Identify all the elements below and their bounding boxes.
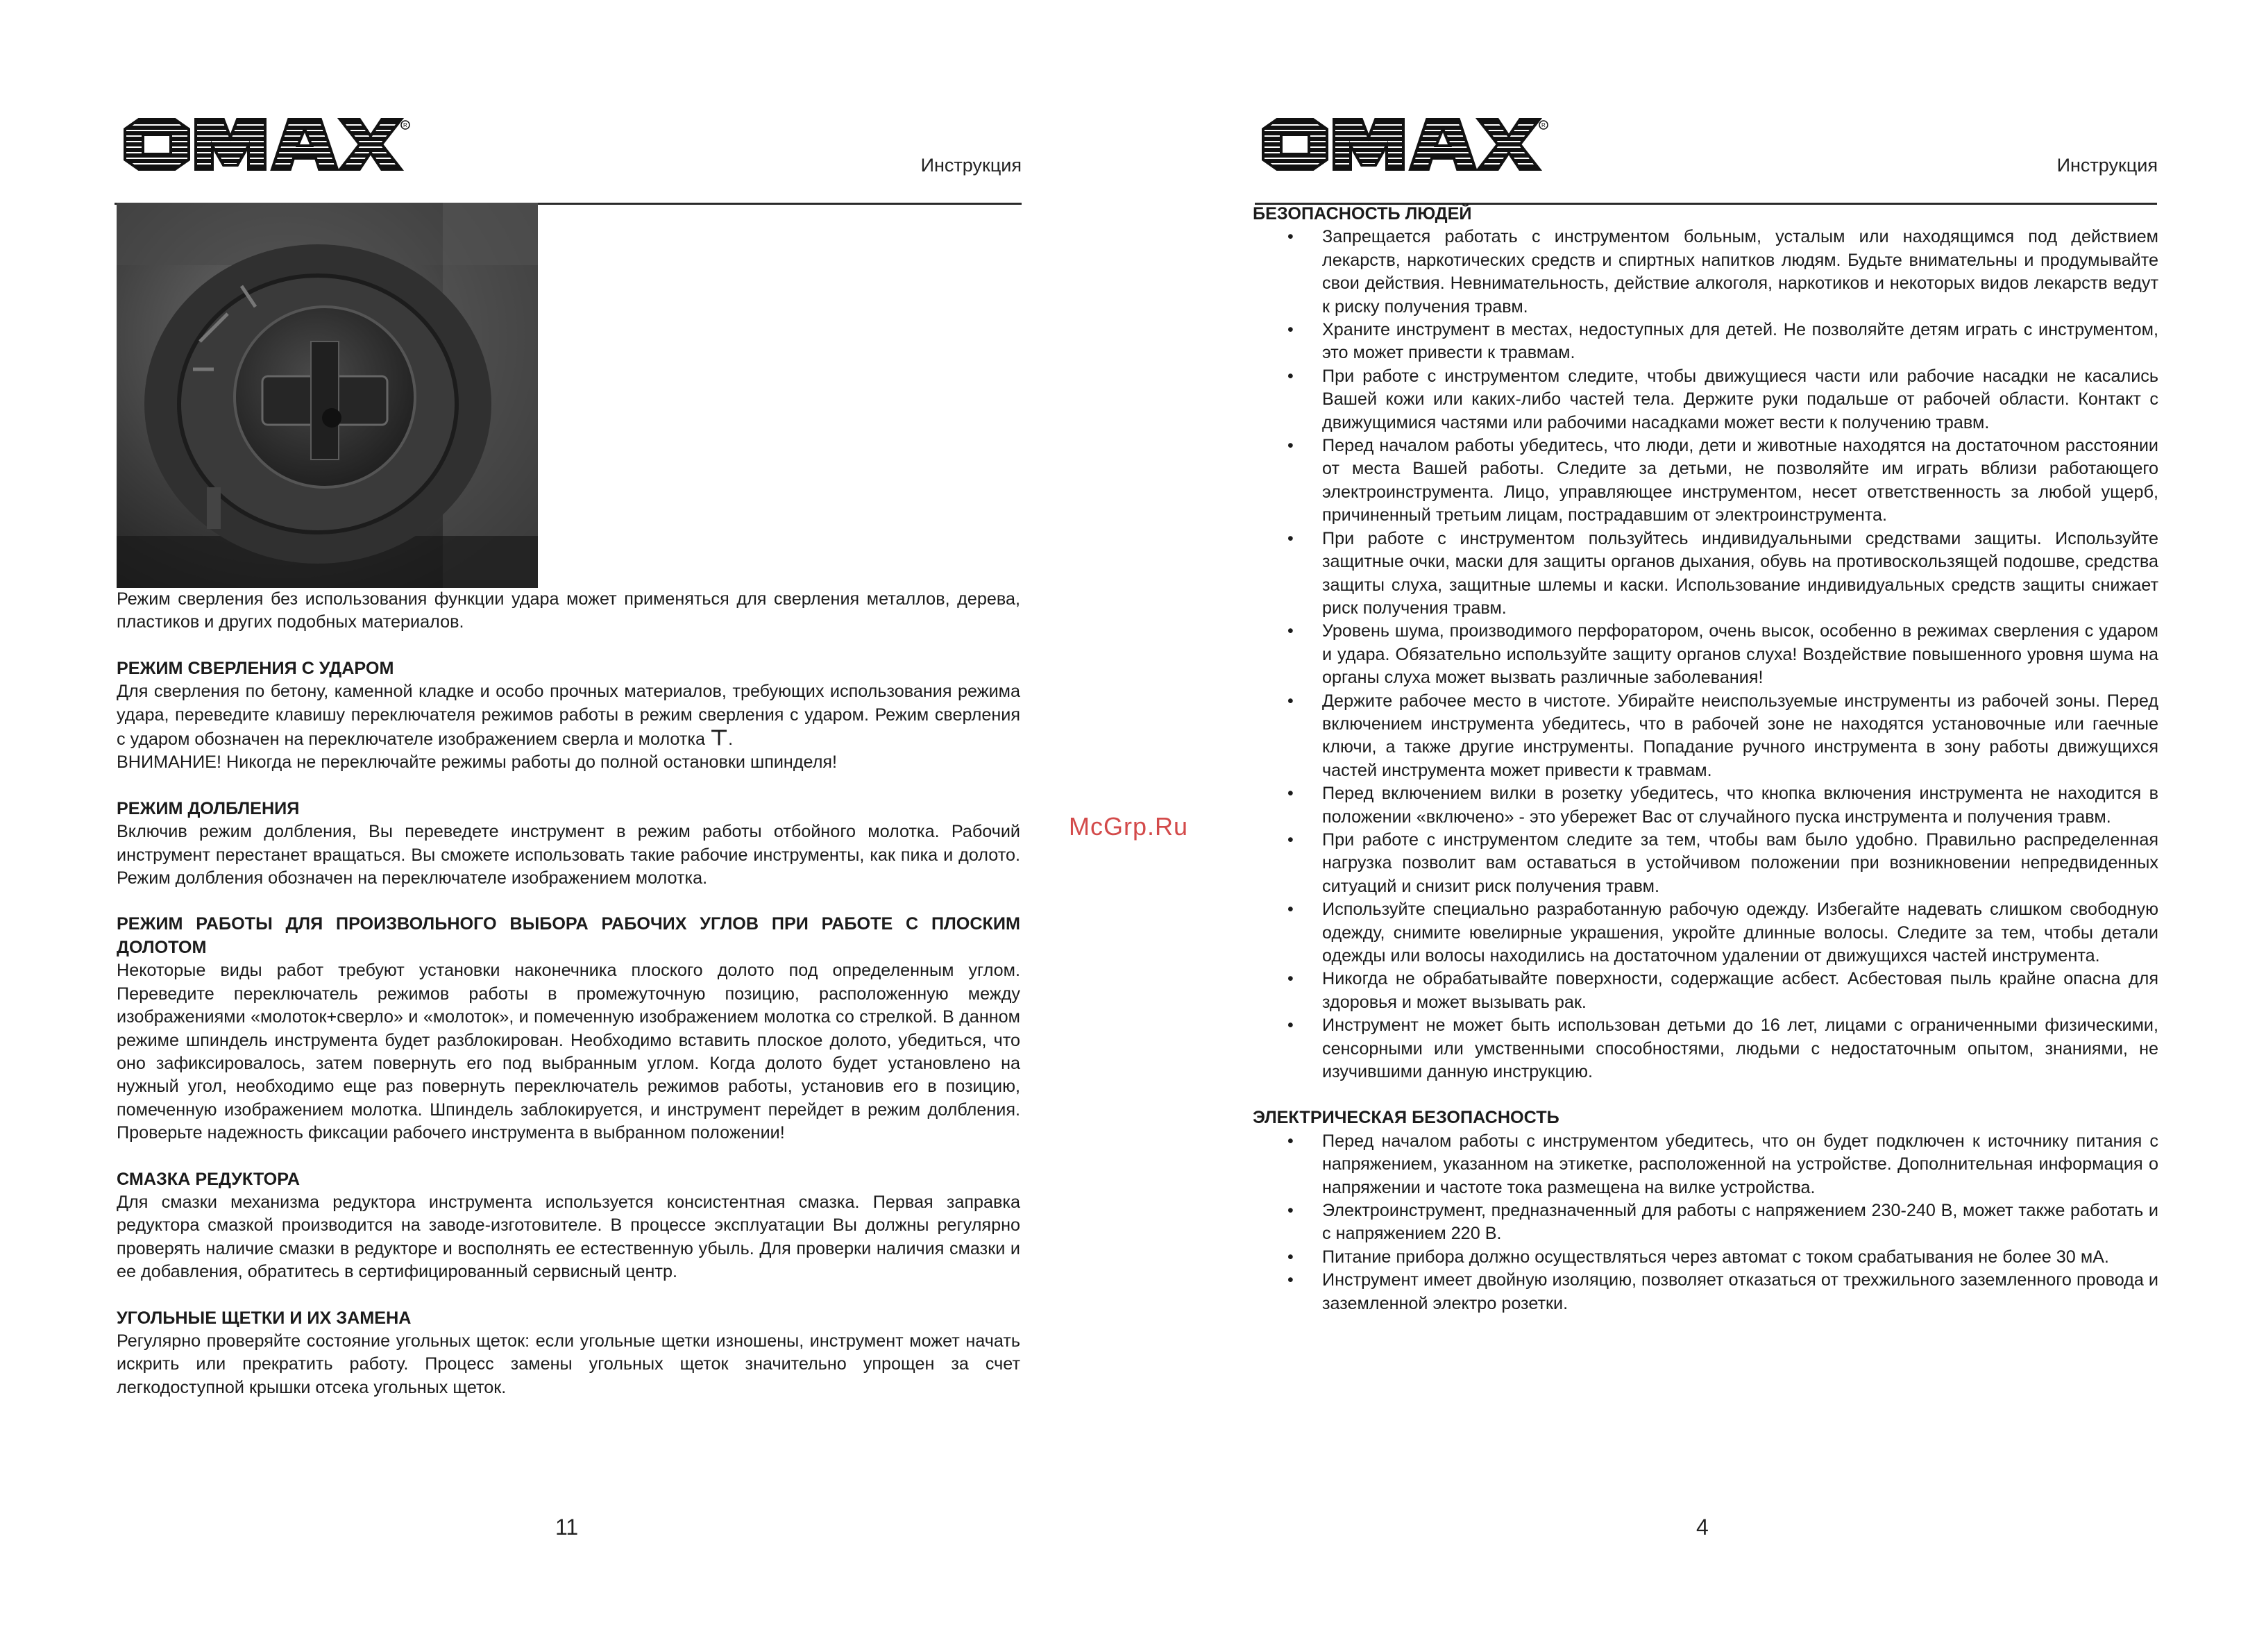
omax-logo xyxy=(1258,117,1549,172)
right-page xyxy=(1133,0,2266,1652)
list-item: • Перед началом работы убедитесь, что люди, дети и животные находятся на достаточном расстоянии от места Вашей работы. Следите за детьми, не позволяйте им играть вблизи работающего электроинструмента. Лицо, управляющее инструментом, несет ответственность за любой ущерб, причиненный третьим лицам, пострадавшим от электроинструмента. xyxy=(1253,435,2158,528)
section-title-carbon-brushes: УГОЛЬНЫЕ ЩЕТКИ И ИХ ЗАМЕНА xyxy=(117,1308,412,1328)
list-item: • Храните инструмент в местах, недоступных для детей. Не позволяйте детям играть с инструментом, это может привести к травмам. xyxy=(1253,319,2158,365)
right-content xyxy=(1253,203,2158,1315)
watermark: McGrp.Ru xyxy=(1069,812,1189,841)
svg-text:R: R xyxy=(403,122,407,128)
page-number: 11 xyxy=(555,1515,579,1540)
list-item: • Питание прибора должно осуществляться через автомат с током срабатывания не более 30 мА. xyxy=(1253,1246,2158,1269)
section-text-angle-mode: Некоторые виды работ требуют установки наконечника плоского долото под определенным углом. Переведите переключатель режимов работы в промежуточную позицию, расположенную между изображениями «молоток+сверло» и «молоток», и помеченную изображением молотка со стрелкой. В данном режиме шпиндель инструмента будет разблокирован. Необходимо вставить плоское долото, убедиться, что оно зафиксировалось, затем повернуть его под выбранным углом. Когда долото будет установлено на нужный угол, необходимо еще раз повернуть переключатель режимов работы, установив его в позицию, помеченную изображением молотка. Шпиндель заблокируется, и инструмент перейдет в режим долбления. Проверьте надежность фиксации рабочего инструмента в выбранном положении! xyxy=(117,961,1020,1143)
header-label: Инструкция xyxy=(2056,155,2158,176)
drilling-intro: Режим сверления без использования функции удара может применяться для сверления металлов, дерева, пластиков и других подобных материалов. xyxy=(117,589,1020,632)
people-safety-list xyxy=(1253,226,2158,1084)
section-text-gear-lubrication: Для смазки механизма редуктора инструмента используется консистентная смазка. Первая заправка редуктора смазкой производится на заводе-изготовителе. В процессе эксплуатации Вы должны регулярно проверять наличие смазки в редукторе и восполнять ее естественную убыль. Для проверки наличия смазки и ее добавления, обратитесь в сертифицированный сервисный центр. xyxy=(117,1192,1020,1282)
section-text-impact-drilling: Для сверления по бетону, каменной кладке и особо прочных материалов, требующих использования режима удара, переведите клавишу переключателя режимов работы в режим сверления с ударом. Режим сверления с ударом обозначен на переключателе изображением сверла и молотка ⊤. xyxy=(117,682,1020,750)
electrical-safety-list xyxy=(1253,1130,2158,1315)
impact-drilling-text: Для сверления по бетону, каменной кладке и особо прочных материалов, требующих использования режима удара, переведите клавишу переключателя режимов работы в режим сверления с ударом. Режим сверления с ударом обозначен на переключателе изображением сверла и молотка xyxy=(117,682,1020,750)
list-item: • Держите рабочее место в чистоте. Убирайте неиспользуемые инструменты из рабочей зоны. Перед включением инструмента убедитесь, что в рабочей зоне не находятся установочные или гаечные ключи, а также другие инструменты. Попадание ручного инструмента в зону работы движущихся частей инструмента может привести к травмам. xyxy=(1253,690,2158,783)
list-item: • При работе с инструментом пользуйтесь индивидуальными средствами защиты. Используйте защитные очки, маски для защиты органов дыхания, обувь на противоскользящей подошве, средства защиты слуха, защитные шлемы и каски. Использование индивидуальных средств защиты снижает риск получения травм. xyxy=(1253,528,2158,621)
list-item: • При работе с инструментом следите за тем, чтобы вам было удобно. Правильно распределенная нагрузка позволит вам оставаться в устойчивом положении при возникновении непредвиденных ситуаций и снизит риск получения травм. xyxy=(1253,829,2158,898)
list-item: • Инструмент имеет двойную изоляцию, позволяет отказаться от трехжильного заземленного провода и заземленной электро розетки. xyxy=(1253,1269,2158,1315)
list-item: • Никогда не обрабатывайте поверхности, содержащие асбест. Асбестовая пыль крайне опасна для здоровья и может вызывать рак. xyxy=(1253,968,2158,1014)
list-item: • Уровень шума, производимого перфоратором, очень высок, особенно в режимах сверления с ударом и удара. Обязательно используйте защиту органов слуха! Воздействие повышенного уровня шума на органы слуха может вызвать различные заболевания! xyxy=(1253,620,2158,689)
list-item: • При работе с инструментом следите, чтобы движущиеся части или рабочие насадки не касались Вашей кожи или каких-либо частей тела. Держите руки подальше от рабочей области. Контакт с движущимися частями или рабочими насадками может вести к получению травм. xyxy=(1253,365,2158,435)
left-content xyxy=(117,588,1020,1399)
header-label: Инструкция xyxy=(920,155,1022,176)
list-item: • Инструмент не может быть использован детьми до 16 лет, лицами с ограниченными физическими, сенсорными или умственными способностями, людьми с недостаточным опытом, знаниями, не изучившими данную инструкцию. xyxy=(1253,1014,2158,1084)
section-title-chiseling: РЕЖИМ ДОЛБЛЕНИЯ xyxy=(117,798,300,818)
section-title-people-safety: БЕЗОПАСНОСТЬ ЛЮДЕЙ xyxy=(1253,204,1472,224)
omax-logo xyxy=(119,117,411,172)
section-title-impact-drilling: РЕЖИМ СВЕРЛЕНИЯ С УДАРОМ xyxy=(117,658,394,678)
list-item: • Запрещается работать с инструментом больным, усталым или находящимся под действием лекарств, наркотических средств и спиртных напитков людям. Будьте внимательны и продумывайте свои действия. Невнимательность, действие алкоголя, наркотиков и некоторых видов лекарств ведут к риску получения травм. xyxy=(1253,226,2158,319)
list-item: • Перед включением вилки в розетку убедитесь, что кнопка включения инструмента не находится в положении «включено» - это убережет Вас от случайного пуска инструмента и получения травм. xyxy=(1253,782,2158,829)
list-item: • Перед началом работы с инструментом убедитесь, что он будет подключен к источнику питания с напряжением, указанном на этикетке, расположенной на устройстве. Дополнительная информация о напряжении и частоте тока размещена на вилке устройства. xyxy=(1253,1130,2158,1199)
list-item: • Электроинструмент, предназначенный для работы с напряжением 230-240 В, может также работать и с напряжением 220 В. xyxy=(1253,1199,2158,1246)
page-number: 4 xyxy=(1696,1515,1709,1540)
section-text-chiseling: Включив режим долбления, Вы переведете инструмент в режим работы отбойного молотка. Рабочий инструмент перестанет вращаться. Вы сможете использовать такие рабочие инструменты, как пика и долото. Режим долбления обозначен на переключателе изображением молотка. xyxy=(117,822,1020,888)
section-title-electrical-safety: ЭЛЕКТРИЧЕСКАЯ БЕЗОПАСНОСТЬ xyxy=(1253,1108,1559,1128)
section-title-gear-lubrication: СМАЗКА РЕДУКТОРА xyxy=(117,1169,301,1189)
drill-hammer-icon: ⊤ xyxy=(710,727,729,750)
section-title-angle-mode: РЕЖИМ РАБОТЫ ДЛЯ ПРОИЗВОЛЬНОГО ВЫБОРА РАБОЧИХ УГЛОВ ПРИ РАБОТЕ С ПЛОСКИМ ДОЛОТОМ xyxy=(117,914,1020,957)
list-item: • Используйте специально разработанную рабочую одежду. Избегайте надевать слишком свободную одежду, снимите ювелирные украшения, укройте длинные волосы. Следите за тем, чтобы детали одежды или волосы находились на достаточном удалении от движущихся частей инструмента. xyxy=(1253,898,2158,968)
warning-text: ВНИМАНИЕ! Никогда не переключайте режимы работы до полной остановки шпинделя! xyxy=(117,752,838,773)
mode-switch-photo xyxy=(117,203,538,588)
section-text-carbon-brushes: Регулярно проверяйте состояние угольных щеток: если угольные щетки изношены, инструмент может начать искрить или прекратить работу. Процесс замены угольных щеток значительно упрощен за счет легкодоступной крышки отсека угольных щеток. xyxy=(117,1331,1020,1397)
svg-text:R: R xyxy=(1541,122,1546,128)
